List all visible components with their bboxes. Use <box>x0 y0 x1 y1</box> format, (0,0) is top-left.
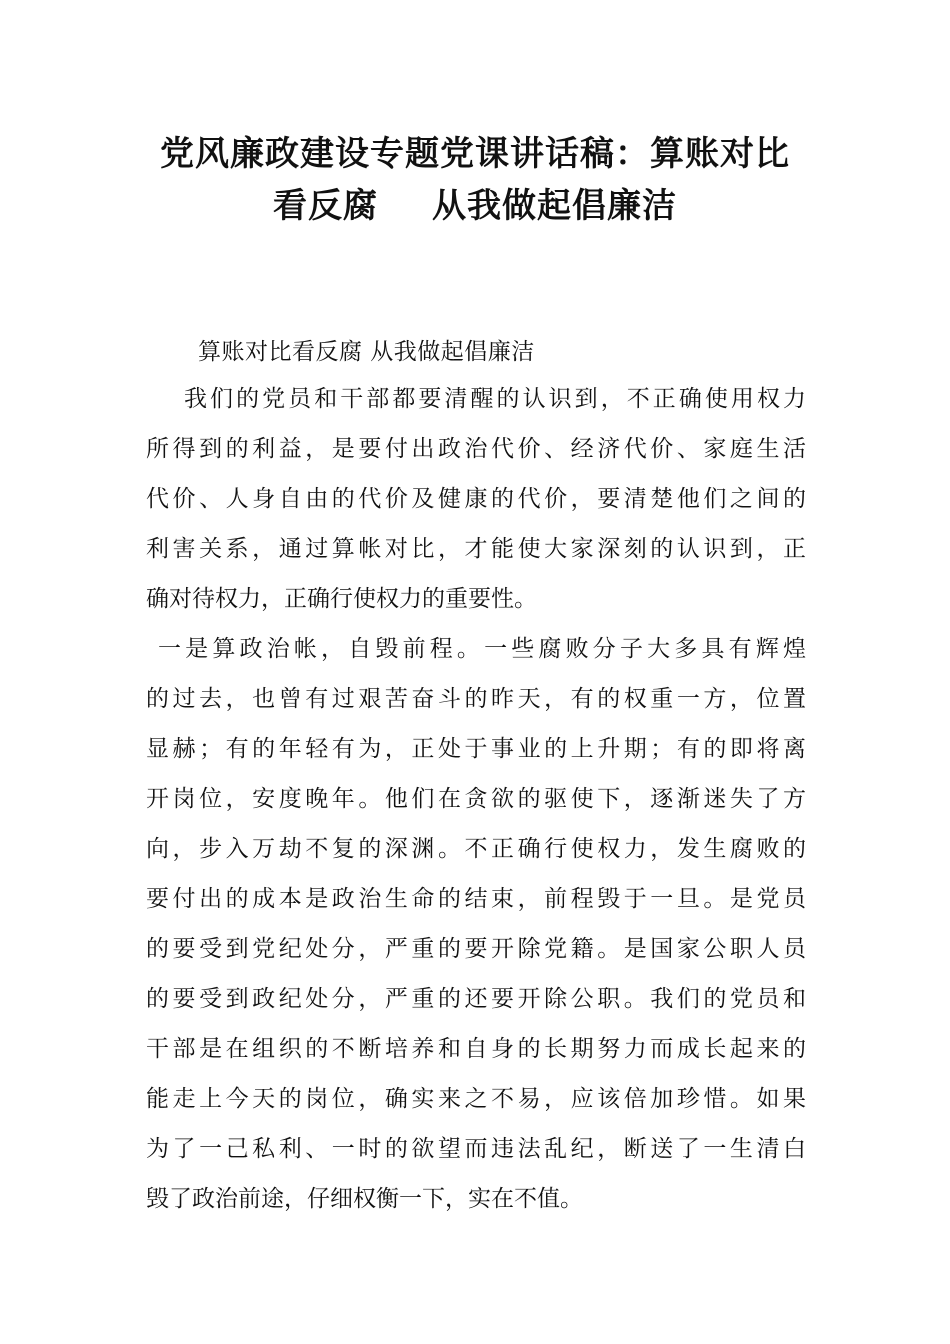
paragraph-1-line-1: 我们的党员和干部都要清醒的认识到，不正确使用权力 <box>184 386 806 412</box>
paragraph-1-line-4: 利害关系，通过算帐对比，才能使大家深刻的认识到，正 <box>146 536 806 562</box>
paragraph-2-line-11: 为了一己私利、一时的欲望而违法乱纪，断送了一生清白 <box>146 1136 806 1162</box>
paragraph-2-line-5: 向，步入万劫不复的深渊。不正确行使权力，发生腐败的 <box>146 836 806 862</box>
paragraph-1-line-2: 所得到的利益，是要付出政治代价、经济代价、家庭生活 <box>146 436 806 462</box>
paragraph-2-line-4: 开岗位，安度晚年。他们在贪欲的驱使下，逐渐迷失了方 <box>146 786 806 812</box>
paragraph-2-line-6: 要付出的成本是政治生命的结束，前程毁于一旦。是党员 <box>146 886 806 912</box>
title-line-2-part-1: 看反腐 <box>273 186 378 226</box>
paragraph-2-line-1: 一是算政治帐，自毁前程。一些腐败分子大多具有辉煌 <box>158 636 806 662</box>
paragraph-1-line-3: 代价、人身自由的代价及健康的代价，要清楚他们之间的 <box>146 486 806 512</box>
document-subheading: 算账对比看反腐 从我做起倡廉洁 <box>198 339 535 365</box>
paragraph-2-line-7: 的要受到党纪处分，严重的要开除党籍。是国家公职人员 <box>146 936 806 962</box>
paragraph-2-line-8: 的要受到政纪处分，严重的还要开除公职。我们的党员和 <box>146 986 806 1012</box>
document-title-line-1: 党风廉政建设专题党课讲话稿：算账对比 <box>160 134 790 174</box>
paragraph-2-line-2: 的过去，也曾有过艰苦奋斗的昨天，有的权重一方，位置 <box>146 686 806 712</box>
paragraph-2-line-3: 显赫；有的年轻有为，正处于事业的上升期；有的即将离 <box>146 736 806 762</box>
paragraph-2-line-9: 干部是在组织的不断培养和自身的长期努力而成长起来的 <box>146 1036 806 1062</box>
paragraph-2-line-10: 能走上今天的岗位，确实来之不易，应该倍加珍惜。如果 <box>146 1086 806 1112</box>
document-title-line-2 <box>120 180 830 232</box>
paragraph-1-line-5: 确对待权力，正确行使权力的重要性。 <box>146 586 537 612</box>
paragraph-2-line-12: 毁了政治前途，仔细权衡一下，实在不值。 <box>146 1186 583 1212</box>
title-line-2-part-2: 从我做起倡廉洁 <box>432 186 677 226</box>
